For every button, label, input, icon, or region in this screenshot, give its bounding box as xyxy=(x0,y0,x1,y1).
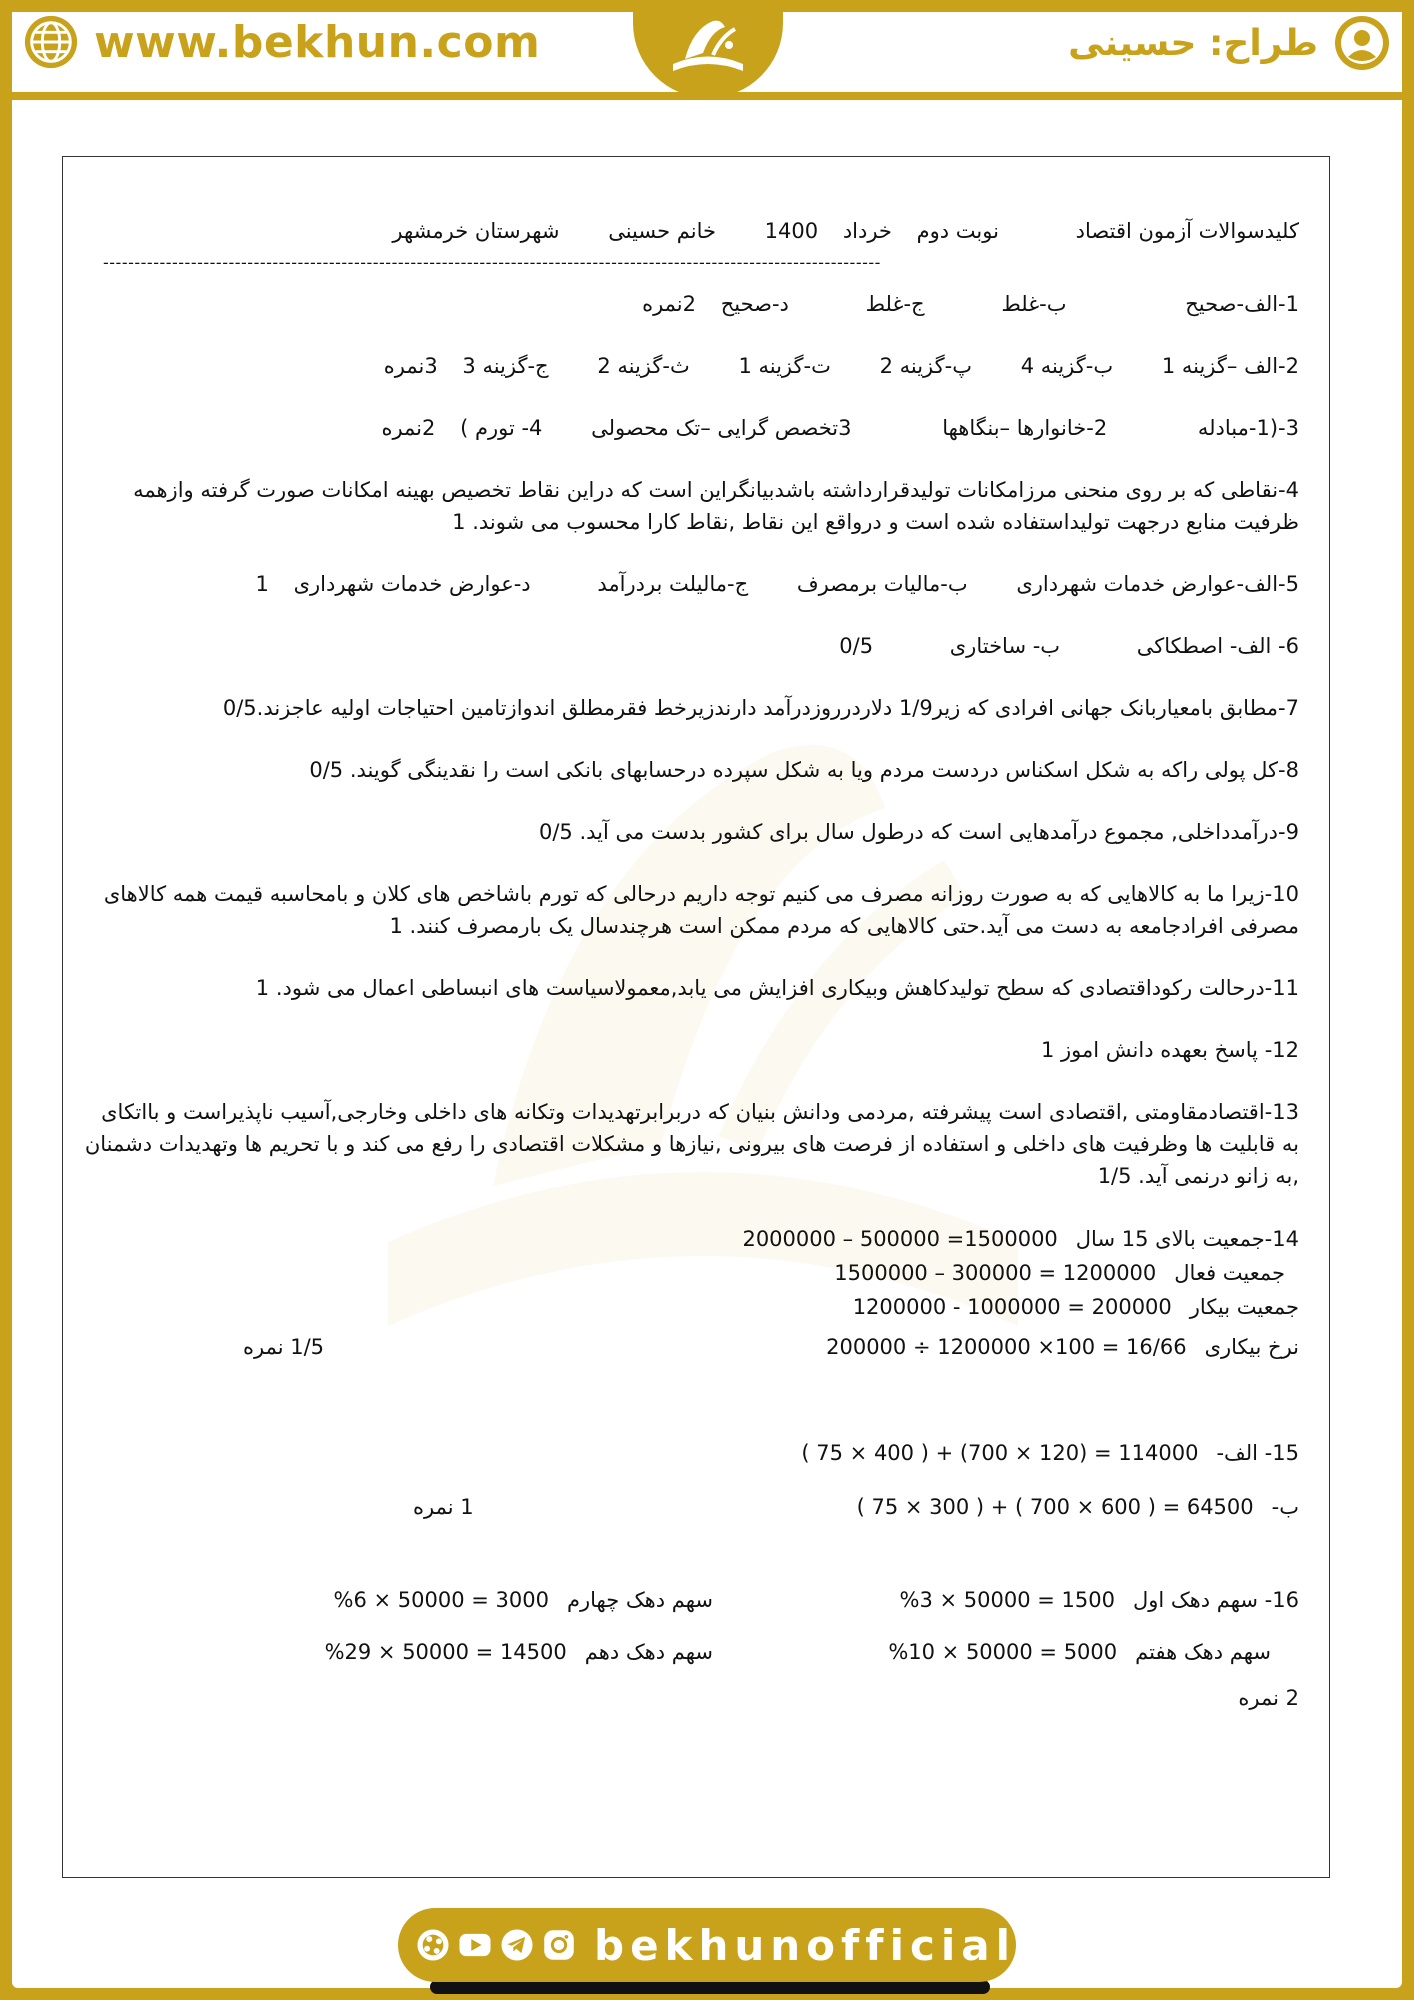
q16-math-r2: %10 × 50000 = 5000 xyxy=(888,1640,1118,1664)
answer-15 xyxy=(83,1426,1299,1534)
answer-1-score: 2نمره xyxy=(642,292,697,316)
answer-6-b: ب- ساختاری xyxy=(949,634,1061,658)
footer-shadow xyxy=(430,1980,990,1994)
answer-2 xyxy=(83,350,1299,382)
answer-2-score: 3نمره xyxy=(383,354,438,378)
answer-3 xyxy=(83,412,1299,444)
q14-label-3: جمعیت بیکار xyxy=(1189,1295,1299,1319)
q14-math-3: 1200000 - 1000000 = 200000 xyxy=(852,1295,1172,1319)
teacher-name: خانم حسینی xyxy=(608,219,716,243)
answer-12: 12- پاسخ بعهده دانش اموز 1 xyxy=(1040,1038,1299,1062)
aparat-icon[interactable] xyxy=(416,1922,450,1968)
answer-6-score: 0/5 xyxy=(839,634,874,658)
answer-5-b: ب-مالیات برمصرف xyxy=(796,572,968,596)
designer-credit xyxy=(1068,14,1392,72)
exam-turn: نوبت دوم xyxy=(916,219,999,243)
q14-math-2: 1500000 – 300000 = 1200000 xyxy=(834,1261,1157,1285)
site-link[interactable] xyxy=(22,14,540,70)
social-handle[interactable]: bekhunofficial xyxy=(594,1920,1017,1970)
answer-1-d: د-صحیح xyxy=(720,292,789,316)
answer-2-p: پ-گزینه 2 xyxy=(879,354,972,378)
answer-8: 8-کل پولی راکه به شکل اسکناس دردست مردم ویا به شکل سپرده درحسابهای بانکی است را نقدینگی گویند. 0/5 xyxy=(309,758,1299,782)
answer-16 xyxy=(83,1574,1299,1718)
answer-2-t: ت-گزینه 1 xyxy=(738,354,831,378)
answer-5-a: 5-الف-عوارض خدمات شهرداری xyxy=(1016,572,1299,596)
exam-title: کلیدسوالات آزمون اقتصاد xyxy=(1075,219,1299,243)
designer-name: طراح: حسینی xyxy=(1068,22,1318,64)
answer-1-b: ب-غلط xyxy=(1001,292,1067,316)
q16-math-r1: %3 × 50000 = 1500 xyxy=(899,1588,1115,1612)
answer-10: 10-زیرا ما به کالاهایی که به صورت روزانه مصرف می کنیم توجه داریم درحالی که تورم باشاخص های کلان و بامحاسبه قیمت همه کالاهای مصرفی افرادجامعه به دست می آید.حتی کالاهایی که مردم ممکن است هرچندسال یک بارمصرف کنند. 1 xyxy=(103,882,1299,938)
answer-5-d: د-عوارض خدمات شهرداری xyxy=(293,572,531,596)
answer-1 xyxy=(83,288,1299,320)
answer-1-c: ج-غلط xyxy=(865,292,925,316)
book-logo-icon xyxy=(663,9,753,89)
answer-key-document xyxy=(62,156,1330,1878)
answer-5-c: ج-مالیلت بردرآمد xyxy=(597,572,749,596)
doc-header-line xyxy=(83,219,1299,243)
answer-3-3: 3تخصص گرایی –تک محصولی xyxy=(591,416,852,440)
answer-14 xyxy=(83,1222,1299,1364)
city-name: شهرستان خرمشهر xyxy=(392,219,560,243)
site-url: www.bekhun.com xyxy=(94,16,541,68)
answer-2-j: ج-گزینه 3 xyxy=(462,354,549,378)
q15-label-b: ب- xyxy=(1271,1495,1299,1519)
answer-3-4: 4- تورم ) xyxy=(460,416,543,440)
q14-label-2: جمعیت فعال xyxy=(1174,1261,1285,1285)
youtube-icon[interactable] xyxy=(458,1922,492,1968)
q14-label-4: نرخ بیکاری xyxy=(1204,1335,1299,1359)
answer-9: 9-درآمدداخلی, مجموع درآمدهایی است که درطول سال برای کشور بدست می آید. 0/5 xyxy=(538,820,1299,844)
answer-3-score: 2نمره xyxy=(381,416,436,440)
answer-4: 4-نقاطی که بر روی منحنی مرزامکانات تولیدقرارداشته باشدبیانگراین است که دراین نقاط تخصیص بهینه امکانات صورت گرفته وازهمه ظرفیت منابع درجهت تولیداستفاده شده است و درواقع این نقاط ,نقاط کارا محسوب می شوند. 1 xyxy=(133,478,1299,534)
q16-math-l2: %29 × 50000 = 14500 xyxy=(324,1640,567,1664)
q16-label-r1: 16- سهم دهک اول xyxy=(1132,1588,1299,1612)
q16-label-l2: سهم دهک دهم xyxy=(584,1640,713,1664)
exam-month: خرداد xyxy=(842,219,892,243)
user-icon xyxy=(1332,13,1392,73)
q16-score: 2 نمره xyxy=(1238,1686,1299,1710)
exam-year: 1400 xyxy=(764,219,819,243)
telegram-icon[interactable] xyxy=(500,1922,534,1968)
answer-7: 7-مطابق بامعیاربانک جهانی افرادی که زیر1/9 دلاردرروزدرآمد دارندزیرخط فقرمطلق اندوازتامین احتیاجات اولیه عاجزند.0/5 xyxy=(222,696,1299,720)
q14-score: 1/5 نمره xyxy=(243,1335,325,1359)
globe-icon xyxy=(22,13,80,71)
answer-6 xyxy=(83,630,1299,662)
q14-label-1: 14-جمعیت بالای 15 سال xyxy=(1075,1227,1299,1251)
instagram-icon[interactable] xyxy=(542,1922,576,1968)
answer-2-s: ث-گزینه 2 xyxy=(597,354,690,378)
answer-5 xyxy=(83,568,1299,600)
q15-math-a: ( 75 × 400 ) + (700 × 120) = 114000 xyxy=(801,1441,1199,1465)
answer-1-a: 1-الف-صحیح xyxy=(1185,292,1299,316)
answer-5-score: 1 xyxy=(255,572,269,596)
answer-6-a: 6- الف- اصطکاکی xyxy=(1136,634,1299,658)
answer-3-2: 2-خانوارها –بنگاهها xyxy=(942,416,1108,440)
answer-2-b: ب-گزینه 4 xyxy=(1020,354,1114,378)
q15-math-b: ( 75 × 300 ) + ( 700 × 600 ) = 64500 xyxy=(856,1495,1254,1519)
answer-13: 13-اقتصادمقاومتی ,اقتصادی است پیشرفته ,مردمی ودانش بنیان که دربرابرتهدیدات وتکانه های داخلی وخارجی,آسیب ناپذیراست و بااتکای به قابلیت ها وظرفیت های داخلی و استفاده از فرصت های بیرونی ,نیازها و مشکلات اقتصادی را رفع می کند و با تحریم ها وتهدیدات دشمنان ,به زانو درنمی آید. 1/5 xyxy=(84,1100,1299,1188)
answer-3-1: 3-(1-مبادله xyxy=(1197,416,1299,440)
q16-label-l1: سهم دهک چهارم xyxy=(566,1588,713,1612)
q15-score: 1 نمره xyxy=(413,1495,474,1519)
q16-label-r2: سهم دهک هفتم xyxy=(1135,1640,1271,1664)
answer-2-a: 2-الف –گزینه 1 xyxy=(1161,354,1299,378)
answer-11: 11-درحالت رکوداقتصادی که سطح تولیدکاهش وبیکاری افزایش می یابد,معمولاسیاست های انبساطی اعمال می شود. 1 xyxy=(255,976,1299,1000)
q14-math-4: 200000 ÷ 1200000 ×100 = 16/66 xyxy=(826,1335,1187,1359)
q14-math-1: 2000000 – 500000 =1500000 xyxy=(742,1227,1058,1251)
q16-math-l1: %6 × 50000 = 3000 xyxy=(333,1588,549,1612)
q15-label-a: 15- الف- xyxy=(1216,1441,1299,1465)
social-footer xyxy=(398,1908,1016,1982)
divider: ---------------------------------------------------------------------------------------------------------------------------- xyxy=(103,253,881,272)
